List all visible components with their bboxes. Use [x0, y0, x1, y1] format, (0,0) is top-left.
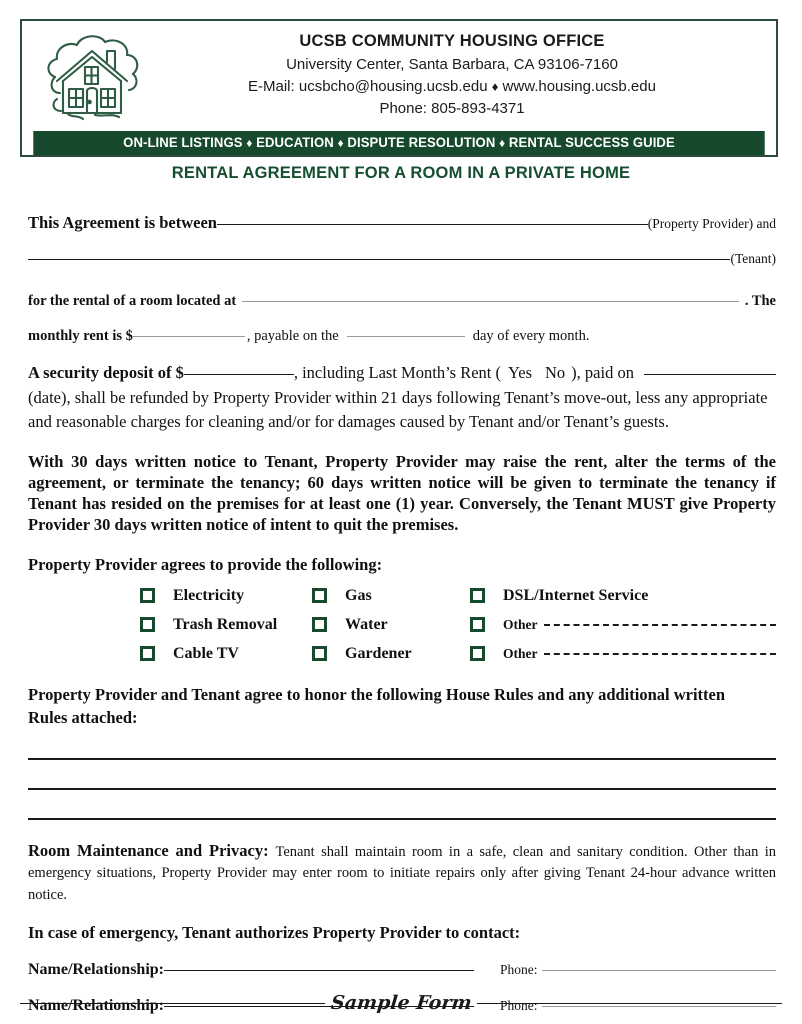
page-title: RENTAL AGREEMENT FOR A ROOM IN A PRIVATE HOME	[171, 164, 631, 182]
property-provider-input[interactable]	[217, 223, 648, 225]
house-rules-input-line-1[interactable]	[28, 758, 776, 760]
email-address[interactable]: ucsbcho@housing.ucsb.edu	[298, 78, 488, 96]
rent-payable-label: , payable on the	[246, 327, 339, 344]
footer-rule-right	[477, 1003, 782, 1004]
agreement-intro-label: This Agreement is between	[28, 213, 217, 232]
rental-location-suffix-label: . The	[744, 293, 776, 310]
org-info	[162, 30, 776, 119]
checkbox-icon[interactable]	[140, 617, 155, 632]
org-contact	[162, 76, 742, 98]
rental-location-label: for the rental of a room located at	[28, 293, 237, 310]
agreement-parties-row	[28, 212, 776, 233]
checkbox-icon[interactable]	[312, 646, 327, 661]
letterhead-top	[22, 21, 776, 131]
security-deposit-row	[28, 362, 776, 383]
utilities-row	[140, 581, 776, 610]
utility-option-trash-removal[interactable]	[140, 616, 312, 634]
maintenance-paragraph	[28, 840, 776, 905]
banner-item-rental-success-guide[interactable]: RENTAL SUCCESS GUIDE	[508, 135, 675, 150]
utility-label: Cable TV	[173, 644, 239, 662]
phone-label: Phone:	[500, 962, 538, 978]
property-provider-suffix-label: (Property Provider) and	[647, 216, 776, 231]
banner-item-education[interactable]: EDUCATION	[256, 135, 334, 150]
maintenance-text: Tenant shall maintain room in a safe, clean and sanitary condition. Other than in emergency situations, Property Provider may enter room to initiate repairs only after giving Tenant 24-hour advance written notice.	[28, 843, 777, 903]
utility-option-water[interactable]	[312, 616, 470, 634]
diamond-separator-icon: ♦	[491, 79, 499, 95]
deposit-refund-text-line1: (date), shall be refunded by Property Provider within 21 days following Tenant’s move-out, less any appropriate	[28, 387, 768, 407]
checkbox-icon[interactable]	[312, 588, 327, 603]
rent-day-suffix-label: day of every month.	[472, 327, 590, 344]
notice-paragraph: With 30 days written notice to Tenant, Property Provider may raise the rent, alter the terms of the agreement, or terminate the tenancy; 60 days written notice will be given to terminate the tenancy if Tenant has resided on the premises for at least one (1) year. Conversely, the Tenant MUST give Property Provider 30 days written notice of intent to quit the premises.	[28, 451, 776, 535]
utilities-checkbox-grid	[140, 581, 776, 668]
agreement-tenant-row	[28, 250, 776, 267]
utility-label: Gardener	[345, 644, 412, 662]
utilities-heading: Property Provider agrees to provide the following:	[28, 555, 383, 575]
checkbox-icon[interactable]	[470, 588, 485, 603]
utility-option-electricity[interactable]	[140, 587, 312, 605]
house-rules-input-line-3[interactable]	[28, 818, 776, 820]
house-rules-input-line-2[interactable]	[28, 788, 776, 790]
utility-option-gardener[interactable]	[312, 645, 470, 663]
utility-other-input-2[interactable]	[544, 652, 777, 655]
utility-option-gas[interactable]	[312, 587, 470, 605]
monthly-rent-input[interactable]	[133, 335, 245, 337]
last-month-rent-label: , including Last Month’s Rent (	[293, 363, 501, 383]
security-deposit-input[interactable]	[184, 373, 294, 375]
security-deposit-label: A security deposit of $	[28, 363, 184, 383]
utility-label: Gas	[345, 586, 372, 604]
house-rules-heading-line2: Rules attached:	[28, 708, 138, 728]
phone-label: Phone:	[500, 998, 538, 1014]
utility-label: Trash Removal	[173, 615, 278, 633]
diamond-separator-icon: ♦	[246, 136, 253, 150]
deposit-refund-text-line2: and reasonable charges for cleaning and/or for damages caused by Tenant and/or Tenant’s guests.	[28, 411, 669, 431]
utility-option-other-2[interactable]	[470, 646, 776, 662]
diamond-separator-icon: ♦	[499, 136, 506, 150]
utility-label: Other	[503, 645, 538, 661]
utility-label: DSL/Internet Service	[503, 586, 649, 604]
checkbox-icon[interactable]	[312, 617, 327, 632]
emergency-heading: In case of emergency, Tenant authorizes Property Provider to contact:	[28, 923, 521, 943]
rent-due-day-input[interactable]	[347, 335, 465, 337]
tenant-suffix-label: (Tenant)	[730, 251, 776, 267]
monthly-rent-label: monthly rent is $	[28, 327, 133, 344]
name-relationship-label: Name/Relationship:	[28, 997, 164, 1015]
last-month-rent-no-option[interactable]: No	[545, 363, 566, 383]
website-link[interactable]: www.housing.ucsb.edu	[502, 78, 656, 96]
utility-label: Electricity	[173, 586, 245, 604]
name-relationship-label: Name/Relationship:	[28, 961, 164, 979]
org-name: UCSB COMMUNITY HOUSING OFFICE	[299, 32, 605, 51]
tenant-input[interactable]	[28, 258, 730, 260]
utilities-row	[140, 639, 776, 668]
checkbox-icon[interactable]	[140, 646, 155, 661]
checkbox-icon[interactable]	[470, 646, 485, 661]
sample-form-footer	[20, 992, 782, 1014]
room-location-input[interactable]	[242, 300, 739, 302]
name-relationship-input-1[interactable]	[164, 969, 474, 971]
paid-on-label: ), paid on	[571, 363, 634, 383]
monthly-rent-row	[28, 327, 776, 346]
last-month-rent-yes-option[interactable]: Yes	[507, 363, 532, 383]
footer-rule-left	[20, 1003, 325, 1004]
house-rules-heading-line1: Property Provider and Tenant agree to honor the following House Rules and any additional written	[28, 685, 726, 705]
utility-other-input-1[interactable]	[544, 623, 777, 626]
utility-option-dsl-internet[interactable]	[470, 587, 776, 605]
banner-item-dispute-resolution[interactable]: DISPUTE RESOLUTION	[347, 135, 496, 150]
email-label: E-Mail:	[248, 78, 295, 96]
phone-input-1[interactable]	[542, 969, 776, 971]
utility-option-other-1[interactable]	[470, 617, 776, 633]
letterhead	[20, 19, 778, 157]
document-body	[28, 212, 776, 1015]
maintenance-heading: Room Maintenance and Privacy:	[28, 840, 269, 860]
checkbox-icon[interactable]	[470, 617, 485, 632]
utility-option-cable-tv[interactable]	[140, 645, 312, 663]
org-phone: Phone: 805-893-4371	[379, 99, 525, 117]
diamond-separator-icon: ♦	[337, 136, 344, 150]
deposit-paid-on-input[interactable]	[644, 373, 776, 375]
utilities-row	[140, 610, 776, 639]
services-banner	[33, 131, 764, 155]
house-sketch-logo-icon	[22, 29, 162, 121]
emergency-contact-row-1	[28, 961, 776, 979]
room-location-row	[28, 292, 776, 311]
org-address: University Center, Santa Barbara, CA 93106-7160	[286, 56, 618, 74]
banner-item-listings[interactable]: ON-LINE LISTINGS	[123, 135, 243, 150]
sample-form-watermark: Sample Form	[329, 992, 473, 1014]
utility-label: Water	[345, 615, 388, 633]
utility-label: Other	[503, 616, 538, 632]
checkbox-icon[interactable]	[140, 588, 155, 603]
